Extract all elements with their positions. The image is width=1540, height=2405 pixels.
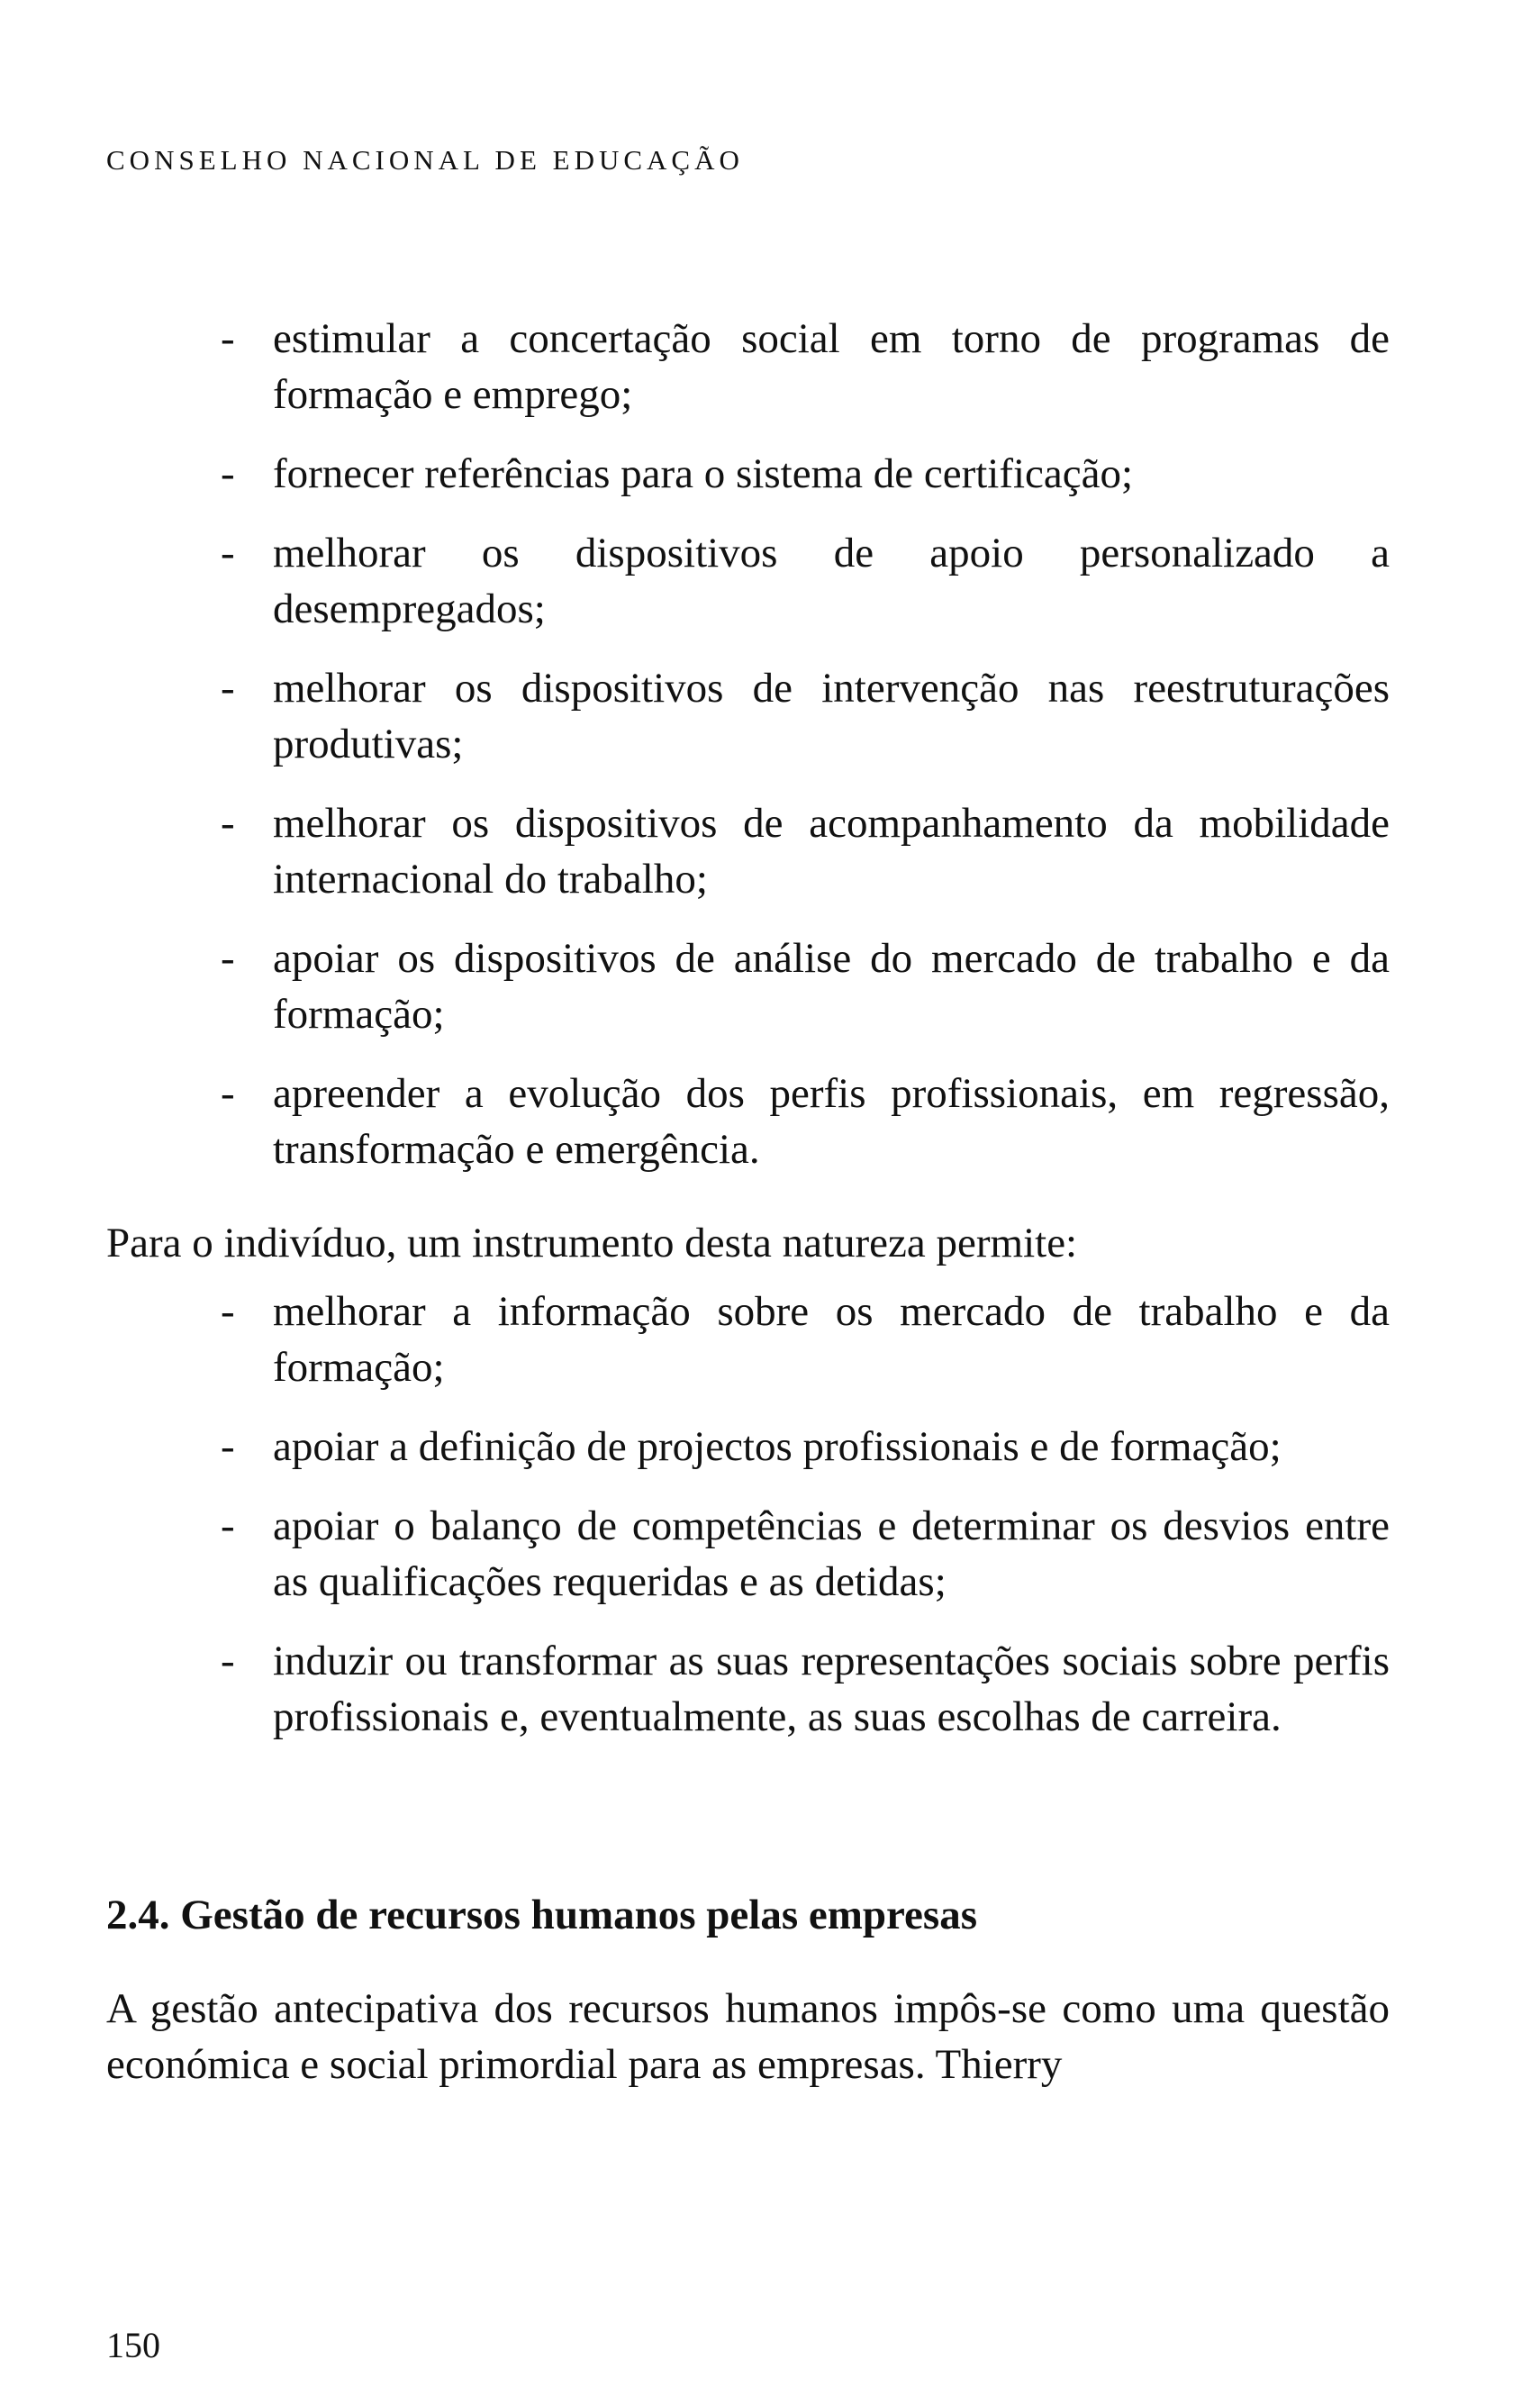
list-item-text: induzir ou transformar as suas representações sociais sobre perfis profissionais e, eventualmente, as suas escolhas de carreira. xyxy=(273,1638,1390,1740)
bullet-dash: - xyxy=(221,800,235,847)
running-header: CONSELHO NACIONAL DE EDUCAÇÃO xyxy=(106,144,744,176)
list-item-text: apoiar o balanço de competências e determinar os desvios entre as qualificações requeridas e as detidas; xyxy=(273,1502,1390,1605)
bullet-dash: - xyxy=(221,1070,235,1117)
list-item-text: melhorar os dispositivos de acompanhamento da mobilidade internacional do trabalho; xyxy=(273,800,1390,903)
section-paragraph: A gestão antecipativa dos recursos humanos impôs-se como uma questão económica e social primordial para as empresas. Thierry xyxy=(106,1985,1390,2088)
bullet-dash: - xyxy=(221,665,235,712)
list-item xyxy=(106,1066,1390,1177)
list-item-text: apoiar os dispositivos de análise do mercado de trabalho e da formação; xyxy=(273,935,1390,1038)
list-item-text: melhorar a informação sobre os mercado de trabalho e da formação; xyxy=(273,1288,1390,1391)
list-item-text: apoiar a definição de projectos profissionais e de formação; xyxy=(273,1423,1282,1470)
bullet-dash: - xyxy=(221,1502,235,1549)
list-item xyxy=(106,1498,1390,1610)
list-item xyxy=(106,446,1390,502)
bullet-dash: - xyxy=(221,1288,235,1335)
individual-benefits-list xyxy=(106,1284,1390,1745)
bullet-dash: - xyxy=(221,315,235,362)
bullet-dash: - xyxy=(221,450,235,497)
bullet-dash: - xyxy=(221,530,235,576)
bullet-dash: - xyxy=(221,1423,235,1470)
page-number: 150 xyxy=(106,2325,160,2365)
page-body xyxy=(106,311,1390,2092)
section-heading: 2.4. Gestão de recursos humanos pelas empresas xyxy=(106,1892,977,1938)
list-item-text: fornecer referências para o sistema de certificação; xyxy=(273,450,1134,497)
bullet-dash: - xyxy=(221,1638,235,1684)
list-item xyxy=(106,930,1390,1042)
list-item-text: melhorar os dispositivos de apoio personalizado a desempregados; xyxy=(273,530,1390,632)
objectives-list xyxy=(106,311,1390,1177)
bullet-dash: - xyxy=(221,935,235,982)
list-item xyxy=(106,311,1390,422)
intro-paragraph: Para o indivíduo, um instrumento desta natureza permite: xyxy=(106,1220,1078,1266)
list-item xyxy=(106,1633,1390,1745)
list-item xyxy=(106,525,1390,637)
list-item-text: melhorar os dispositivos de intervenção nas reestruturações produtivas; xyxy=(273,665,1390,767)
list-item xyxy=(106,795,1390,907)
list-item-text: estimular a concertação social em torno de programas de formação e emprego; xyxy=(273,315,1390,418)
list-item xyxy=(106,660,1390,772)
list-item-text: apreender a evolução dos perfis profissionais, em regressão, transformação e emergência. xyxy=(273,1070,1390,1173)
list-item xyxy=(106,1284,1390,1395)
list-item xyxy=(106,1419,1390,1475)
